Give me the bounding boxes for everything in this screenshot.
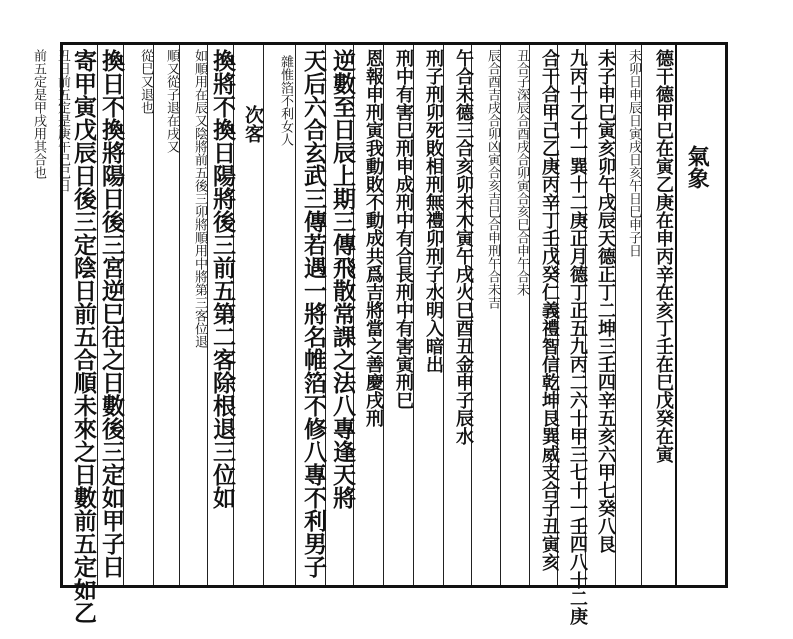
text-column: 從巳又退也 xyxy=(138,49,153,114)
column-rule xyxy=(179,45,180,585)
column-rule xyxy=(500,45,501,585)
text-column: 寄甲寅戊辰日後三定陰日前五合順未來之日數前五定如乙 xyxy=(70,49,97,624)
text-column: 辰合酉吉戌合卯凶寅合亥吉巳合申刑午合未吉 xyxy=(485,49,500,309)
text-column: 換日不換將陽日後三宮逆巳往之日數後三定如甲子日 xyxy=(98,49,125,578)
text-column: 恩報申刑寅我動敗不動成共爲吉將當之善慶戌刑 xyxy=(363,49,384,427)
text-column: 刑子刑卯死敗相刑無禮卯刑子水明入暗出 xyxy=(423,49,444,373)
book-page xyxy=(31,42,728,625)
text-column: 天后六合玄武三傳若遇一將名帷箔不修八專不利男子 xyxy=(300,49,327,578)
text-column: 丑日前五定是庚午巳巳日 xyxy=(55,49,70,192)
text-column: 順又從子退在戌又 xyxy=(164,49,179,153)
text-column: 刑中有害巳刑申成刑中有合長刑中有害寅刑巳 xyxy=(393,49,414,409)
column-rule xyxy=(529,45,530,585)
section-title: 氣象 xyxy=(684,145,711,189)
column-rule xyxy=(641,45,642,585)
text-column: 合干合甲己乙庚丙辛丁壬戊癸仁義禮智信乾坤艮巽威支合子丑寅亥 xyxy=(539,49,560,571)
text-column: 雜惟箔不利女人 xyxy=(278,55,293,146)
text-column: 德干德甲巳在寅乙庚在申丙辛在亥丁壬在巳戊癸在寅 xyxy=(653,49,674,463)
text-column: 未子申巳寅亥卯午戌辰天德正丁二坤三壬四辛五亥六甲七癸八艮 xyxy=(595,49,616,553)
column-rule xyxy=(675,45,677,585)
text-column: 九丙十乙十一巽十二庚正月德丁正五九丙二六十甲三七十一壬四八十二庚 xyxy=(567,49,588,625)
column-rule xyxy=(153,45,154,585)
text-column: 換將不換日陽將後三前五第二客除根退三位如 xyxy=(209,49,236,509)
text-column: 午合未德三合亥卯未木寅午戌火巳酉丑金申子辰水 xyxy=(453,49,474,445)
column-rule xyxy=(295,45,296,585)
text-column: 未卯日申辰日寅戌日亥午日巳申子日 xyxy=(626,49,641,257)
text-column: 如順用在辰又陰將前五後三卯將順用中將第三客位退 xyxy=(192,49,207,348)
text-column: 逆數至日辰上期三傳飛散常課之法八專逢天將 xyxy=(329,49,356,509)
heading-kejin: 次客 xyxy=(242,105,264,143)
text-column: 丑合子深辰合酉戌合卯寅合亥巳合申午合未 xyxy=(514,49,529,296)
column-rule xyxy=(207,45,208,585)
text-column: 前五定是甲戌用其合也 xyxy=(31,49,46,179)
